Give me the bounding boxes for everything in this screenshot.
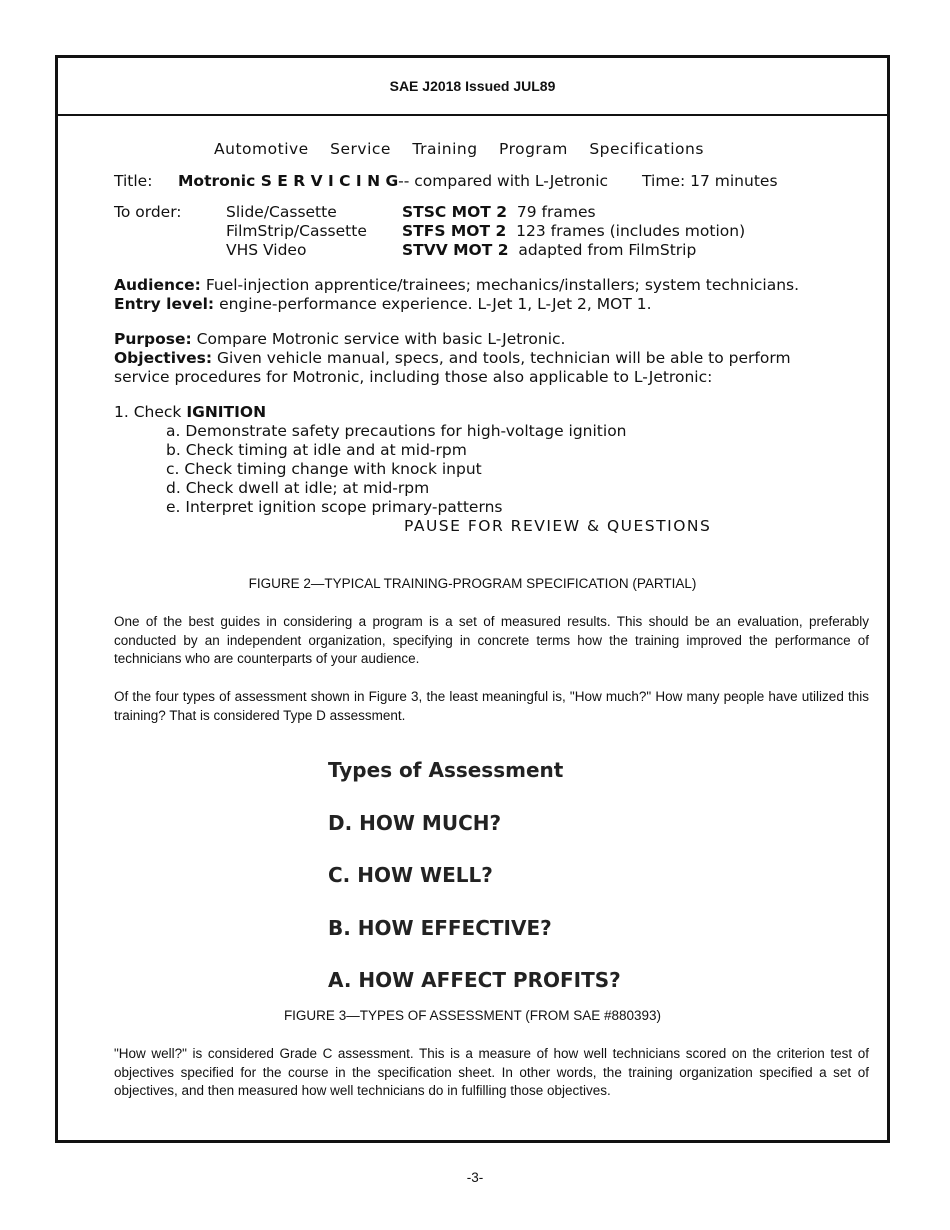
audience-text: Fuel-injection apprentice/trainees; mechanics/installers; system technicians.	[200, 276, 800, 294]
objective-list	[166, 422, 844, 517]
document-header	[58, 58, 887, 116]
assessment-item: A. HOW AFFECT PROFITS?	[328, 968, 621, 992]
order-desc: 79 frames	[516, 203, 596, 221]
heading-word: Specifications	[589, 140, 704, 158]
heading-word: Service	[330, 140, 391, 158]
check-ignition-line	[114, 403, 844, 422]
heading-word: Training	[412, 140, 478, 158]
order-code: STSC MOT 2	[402, 203, 508, 221]
pause-note: PAUSE FOR REVIEW & QUESTIONS	[404, 517, 712, 535]
objectives-text: Given vehicle manual, specs, and tools, technician will be able to perform	[212, 349, 791, 367]
order-code: STFS MOT 2	[402, 222, 507, 240]
entry-level-label: Entry level:	[114, 295, 215, 313]
paragraph-3: "How well?" is considered Grade C assessment. This is a measure of how well technicians scored on the criterion test of objectives specified for the course in the specification sheet. In other words, the training organization specified a set of objectives, and then measured how well technicians do in fulfilling those objectives.	[114, 1046, 869, 1098]
check-topic: IGNITION	[186, 403, 267, 421]
entry-level-text: engine-performance experience. L-Jet 1, L-Jet 2, MOT 1.	[214, 295, 652, 313]
page-frame	[55, 55, 890, 1143]
heading-word: Automotive	[214, 140, 309, 158]
list-item: e. Interpret ignition scope primary-patterns	[166, 498, 503, 516]
assessment-item: B. HOW EFFECTIVE?	[328, 915, 552, 940]
audience-label: Audience:	[114, 276, 201, 294]
order-table	[114, 203, 844, 260]
figure-3-caption: FIGURE 3—TYPES OF ASSESSMENT (FROM SAE #880393)	[283, 1008, 662, 1023]
order-media: FilmStrip/Cassette	[226, 222, 367, 240]
purpose-line	[114, 330, 844, 349]
page-number: -3-	[466, 1170, 484, 1185]
figure-2-caption: FIGURE 2—TYPICAL TRAINING-PROGRAM SPECIFICATION (PARTIAL)	[248, 576, 697, 591]
assessment-item: D. HOW MUCH?	[328, 810, 502, 835]
assessment-item: C. HOW WELL?	[328, 863, 493, 887]
list-item: a. Demonstrate safety precautions for high-voltage ignition	[166, 422, 627, 440]
order-code: STVV MOT 2	[402, 241, 509, 259]
figure-2-specification	[114, 140, 844, 536]
figure-3-types-of-assessment	[328, 758, 621, 1021]
objectives-line	[114, 349, 844, 368]
entry-level-line	[114, 295, 844, 314]
spec-title-row	[114, 172, 844, 191]
course-title: Motronic S E R V I C I N G	[178, 172, 399, 190]
audience-line	[114, 276, 844, 295]
order-media: Slide/Cassette	[226, 203, 337, 221]
objectives-label: Objectives:	[114, 349, 213, 367]
document-id: SAE J2018 Issued JUL89	[389, 78, 556, 94]
list-item: b. Check timing at idle and at mid-rpm	[166, 441, 467, 459]
course-time: Time: 17 minutes	[642, 172, 778, 190]
spec-heading	[74, 140, 844, 159]
purpose-text: Compare Motronic service with basic L-Jetronic.	[191, 330, 566, 348]
paragraph-1: One of the best guides in considering a program is a set of measured results. This should be an evaluation, preferably conducted by an independent organization, specifying in concrete terms how the training improved the performance of technicians who are counterparts of your audience.	[114, 614, 869, 666]
check-prefix: 1. Check	[114, 403, 187, 421]
order-desc: 123 frames (includes motion)	[516, 222, 746, 240]
order-desc: adapted from FilmStrip	[518, 241, 697, 259]
list-item: c. Check timing change with knock input	[166, 460, 482, 478]
order-media: VHS Video	[226, 241, 307, 259]
list-item: d. Check dwell at idle; at mid-rpm	[166, 479, 430, 497]
objectives-line-2: service procedures for Motronic, including those also applicable to L-Jetronic:	[114, 368, 713, 386]
course-subtitle: -- compared with L-Jetronic	[398, 172, 609, 190]
order-label: To order:	[114, 203, 182, 221]
paragraph-2: Of the four types of assessment shown in Figure 3, the least meaningful is, "How much?" How many people have utilized this training? That is considered Type D assessment.	[114, 689, 869, 723]
heading-word: Program	[499, 140, 568, 158]
title-label: Title:	[114, 172, 153, 190]
assessment-heading: Types of Assessment	[328, 758, 564, 782]
purpose-label: Purpose:	[114, 330, 192, 348]
